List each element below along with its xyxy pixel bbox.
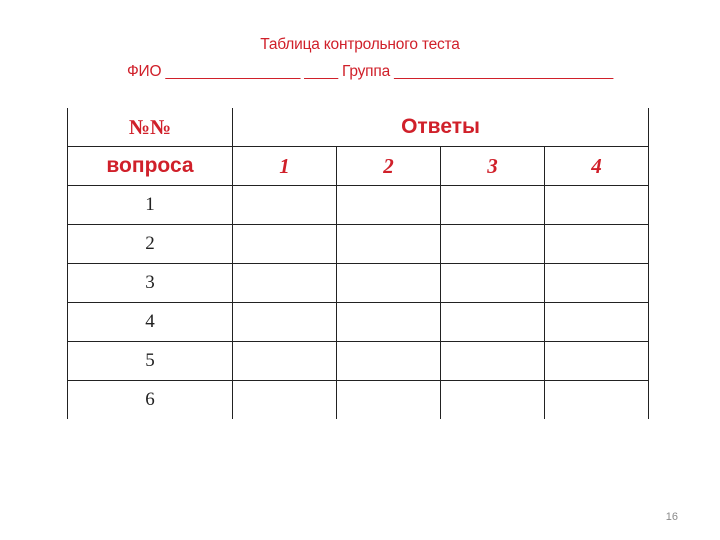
table-row bbox=[68, 186, 649, 225]
answer-cell[interactable] bbox=[337, 381, 441, 420]
answer-cell[interactable] bbox=[337, 303, 441, 342]
answer-cell[interactable] bbox=[233, 381, 337, 420]
answer-cell[interactable] bbox=[441, 264, 545, 303]
answer-cell[interactable] bbox=[441, 186, 545, 225]
answer-cell[interactable] bbox=[441, 342, 545, 381]
answers-table bbox=[67, 108, 649, 419]
question-number: 4 bbox=[68, 303, 233, 342]
answer-cell[interactable] bbox=[441, 303, 545, 342]
table-row bbox=[68, 264, 649, 303]
question-number-header: №№ bbox=[68, 108, 233, 147]
answer-option-header: 3 bbox=[441, 147, 545, 186]
answer-cell[interactable] bbox=[337, 225, 441, 264]
answer-cell[interactable] bbox=[545, 186, 649, 225]
answer-cell[interactable] bbox=[233, 342, 337, 381]
question-number: 2 bbox=[68, 225, 233, 264]
answer-cell[interactable] bbox=[233, 264, 337, 303]
answer-option-header: 4 bbox=[545, 147, 649, 186]
answer-cell[interactable] bbox=[233, 303, 337, 342]
table-row bbox=[68, 225, 649, 264]
answer-cell[interactable] bbox=[233, 186, 337, 225]
table-row bbox=[68, 303, 649, 342]
answer-cell[interactable] bbox=[337, 342, 441, 381]
question-number: 1 bbox=[68, 186, 233, 225]
answer-cell[interactable] bbox=[441, 225, 545, 264]
table-row bbox=[68, 342, 649, 381]
answer-cell[interactable] bbox=[545, 342, 649, 381]
answer-cell[interactable] bbox=[337, 264, 441, 303]
table-subheader-row bbox=[68, 147, 649, 186]
answer-option-header: 2 bbox=[337, 147, 441, 186]
answer-cell[interactable] bbox=[441, 381, 545, 420]
question-number: 3 bbox=[68, 264, 233, 303]
answer-option-header: 1 bbox=[233, 147, 337, 186]
answer-cell[interactable] bbox=[545, 264, 649, 303]
question-number: 6 bbox=[68, 381, 233, 420]
page-number: 16 bbox=[665, 511, 678, 523]
answer-cell[interactable] bbox=[545, 381, 649, 420]
answer-cell[interactable] bbox=[337, 186, 441, 225]
answer-cell[interactable] bbox=[545, 303, 649, 342]
answer-cell[interactable] bbox=[545, 225, 649, 264]
table-row bbox=[68, 381, 649, 420]
table-header-row bbox=[68, 108, 649, 147]
answers-header: Ответы bbox=[233, 108, 649, 147]
question-number: 5 bbox=[68, 342, 233, 381]
page-title: Таблица контрольного теста bbox=[260, 36, 460, 53]
fio-group-line: ФИО ________________ ____ Группа __________________________ bbox=[126, 63, 614, 80]
answer-cell[interactable] bbox=[233, 225, 337, 264]
question-label-header: вопроса bbox=[68, 147, 233, 186]
